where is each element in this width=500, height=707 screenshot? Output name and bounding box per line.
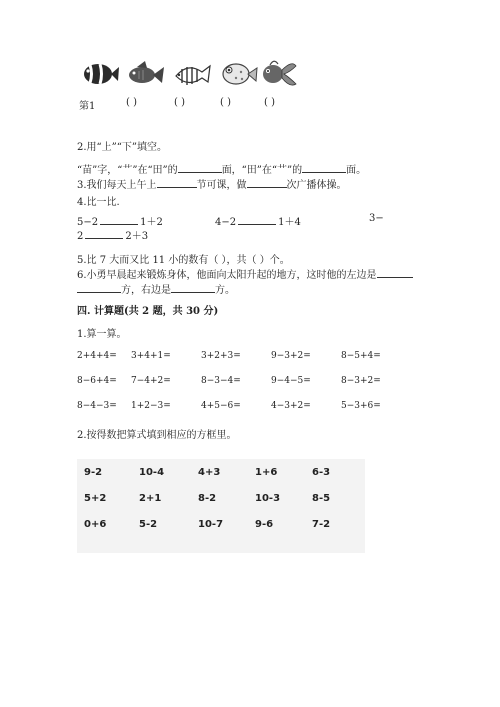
q2-title: 2.用“上”“下”填空。	[77, 142, 167, 153]
expression-item: 5-2	[139, 519, 158, 530]
q4-title: 4.比一比.	[77, 197, 120, 208]
expression-item: 8-5	[312, 493, 331, 504]
expression-item: 2+1	[139, 493, 162, 504]
answer-paren-4[interactable]: ( )	[264, 97, 275, 108]
expression-item: 10-3	[255, 493, 281, 504]
q4-compare-b	[215, 213, 301, 228]
q6-text-b: 方，右边是	[121, 285, 171, 296]
q5-text: 5.比 7 大而又比 11 小的数有（ ），共（ ）个。	[77, 255, 290, 266]
blank[interactable]	[247, 178, 287, 188]
q3-text-c: 次广播体操。	[286, 180, 347, 191]
calc-item: 8−4−3=	[77, 401, 117, 411]
expression-item: 8-2	[198, 493, 217, 504]
expression-item: 10-7	[198, 519, 224, 530]
fish-picture-row	[80, 56, 310, 92]
calc-item: 8−5+4=	[341, 351, 381, 361]
expression-item: 6-3	[312, 467, 331, 478]
calc-item: 4+5−6=	[201, 401, 241, 411]
q2-text-c: 面。	[346, 165, 367, 176]
pufferfish-icon	[218, 56, 258, 92]
q6-text-a: 6.小勇早晨起来锻炼身体，他面向太阳升起的地方，这时他的左边是	[77, 270, 377, 281]
expression-item: 5+2	[84, 493, 107, 504]
calc-item: 8−3−4=	[201, 376, 241, 386]
expression-box	[77, 459, 365, 553]
sub2-title: 2.按得数把算式填到相应的方框里。	[77, 430, 237, 441]
q2-line	[77, 161, 366, 176]
calc-item: 9−3+2=	[271, 351, 311, 361]
q4-a-right: 1＋2	[140, 217, 163, 228]
blank[interactable]	[238, 215, 276, 225]
calc-item: 8−3+2=	[341, 376, 381, 386]
q2-text-b: 面，“田”在“艹”的	[221, 165, 303, 176]
calc-item: 9−4−5=	[271, 376, 311, 386]
q4-c-cont: 2	[77, 231, 84, 242]
fish-icon	[125, 56, 165, 92]
q4-b-right: 1＋4	[278, 217, 301, 228]
blank[interactable]	[178, 163, 222, 173]
q6-line1	[77, 266, 413, 281]
sub1-title: 1.算一算。	[77, 329, 127, 340]
q2-text-a: “苗”字，“艹”在“田”的	[77, 165, 178, 176]
answer-paren-2[interactable]: ( )	[174, 97, 185, 108]
q1-label: 第1	[79, 101, 96, 112]
q3-line	[77, 176, 347, 191]
q4-c-right: 2＋3	[125, 231, 149, 242]
blank[interactable]	[100, 215, 138, 225]
q4-b-left: 4−2	[215, 217, 237, 228]
expression-item: 0+6	[84, 519, 107, 530]
expression-item: 9-6	[255, 519, 274, 530]
goldfish-icon	[258, 56, 298, 92]
q4-a-left: 5−2	[77, 217, 99, 228]
answer-paren-3[interactable]: ( )	[220, 97, 231, 108]
expression-item: 10-4	[139, 467, 165, 478]
q3-text-b: 节可课，做	[196, 180, 247, 191]
q4-compare-c	[77, 227, 148, 242]
calc-item: 7−4+2=	[131, 376, 171, 386]
blank[interactable]	[85, 229, 123, 239]
q6-text-c: 方。	[215, 285, 235, 296]
expression-item: 9-2	[84, 467, 103, 478]
expression-item: 1+6	[255, 467, 278, 478]
calc-item: 3+4+1=	[131, 351, 171, 361]
section-heading: 四. 计算题(共 2 题，共 30 分)	[77, 306, 219, 317]
blank[interactable]	[171, 283, 215, 293]
q4-compare-a	[77, 213, 163, 228]
q4-c-left: 3−	[369, 213, 384, 224]
clownfish-icon	[80, 56, 120, 92]
blank[interactable]	[377, 268, 413, 278]
calc-item: 5−3+6=	[341, 401, 381, 411]
expression-item: 7-2	[312, 519, 331, 530]
blank[interactable]	[302, 163, 346, 173]
calc-item: 4−3+2=	[271, 401, 311, 411]
angelfish-icon	[172, 56, 212, 92]
expression-item: 4+3	[198, 467, 221, 478]
answer-paren-1[interactable]: ( )	[126, 97, 137, 108]
blank[interactable]	[157, 178, 197, 188]
q3-text-a: 3.我们每天上午上	[77, 180, 157, 191]
calc-item: 3+2+3=	[201, 351, 241, 361]
q6-line2	[77, 281, 235, 296]
calc-item: 1+2−3=	[131, 401, 171, 411]
calc-item: 8−6+4=	[77, 376, 117, 386]
calc-item: 2+4+4=	[77, 351, 117, 361]
blank[interactable]	[77, 283, 121, 293]
